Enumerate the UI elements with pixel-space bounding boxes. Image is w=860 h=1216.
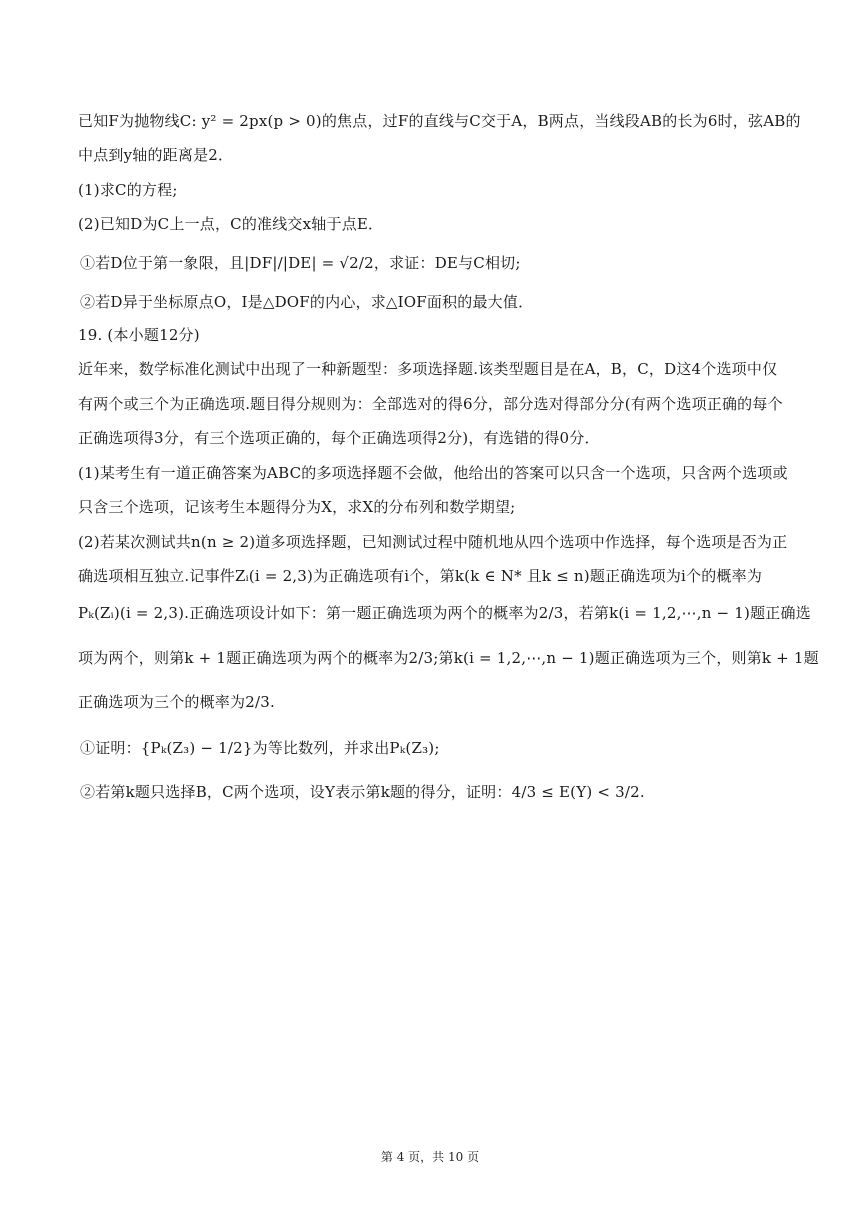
p19-part2-line2: 确选项相互独立.记事件Zᵢ(i = 2,3)为正确选项有i个，第k(k ∈ N* 且k ≤ n)题正确选项为i个的概率为 <box>78 567 763 585</box>
p19-intro-line1: 近年来，数学标准化测试中出现了一种新题型：多项选择题.该类型题目是在A，B，C，D这4个选项中仅 <box>78 360 778 378</box>
page-footer: 第 4 页，共 10 页 <box>380 1150 480 1164</box>
p19-part2-line1: (2)若某次测试共n(n ≥ 2)道多项选择题，已知测试过程中随机地从四个选项中作选择，每个选项是否为正 <box>78 533 788 551</box>
p19-part2-line5: 正确选项为三个的概率为2/3. <box>78 693 275 711</box>
p18-stem-line2: 中点到y轴的距离是2． <box>78 146 234 164</box>
p19-part2-line4: 项为两个，则第k + 1题正确选项为两个的概率为2/3;第k(i = 1,2,⋯,n − 1)题正确选项为三个，则第k + 1题 <box>78 649 819 667</box>
p18-stem-line1: 已知F为抛物线C: y² = 2px(p > 0)的焦点，过F的直线与C交于A，B两点，当线段AB的长为6时，弦AB的 <box>78 112 801 130</box>
p19-part2-line3: Pₖ(Zᵢ)(i = 2,3).正确选项设计如下：第一题正确选项为两个的概率为2/3，若第k(i = 1,2,⋯,n − 1)题正确选 <box>78 604 811 622</box>
p19-intro-line2: 有两个或三个为正确选项.题目得分规则为：全部选对的得6分，部分选对得部分分(有两个选项正确的每个 <box>78 395 783 413</box>
p18-part1: (1)求C的方程; <box>78 181 178 199</box>
p19-sub1: ①证明：{Pₖ(Z₃) − 1/2}为等比数列，并求出Pₖ(Z₃); <box>80 739 440 757</box>
p19-sub2: ②若第k题只选择B，C两个选项，设Y表示第k题的得分，证明：4/3 ≤ E(Y) < 3/2. <box>80 783 645 801</box>
p18-part2: (2)已知D为C上一点，C的准线交x轴于点E． <box>78 215 384 233</box>
p19-part1-line2: 只含三个选项，记该考生本题得分为X，求X的分布列和数学期望; <box>78 498 516 516</box>
p19-part1-line1: (1)某考生有一道正确答案为ABC的多项选择题不会做，他给出的答案可以只含一个选项，只含两个选项或 <box>78 464 788 482</box>
p18-sub1: ①若D位于第一象限，且|DF|/|DE| = √2/2，求证：DE与C相切; <box>80 254 521 272</box>
p19-header: 19. (本小题12分) <box>78 326 200 344</box>
p18-sub2: ②若D异于坐标原点O，I是△DOF的内心，求△IOF面积的最大值． <box>80 293 534 311</box>
p19-intro-line3: 正确选项得3分，有三个选项正确的，每个正确选项得2分)，有选错的得0分． <box>78 429 600 447</box>
